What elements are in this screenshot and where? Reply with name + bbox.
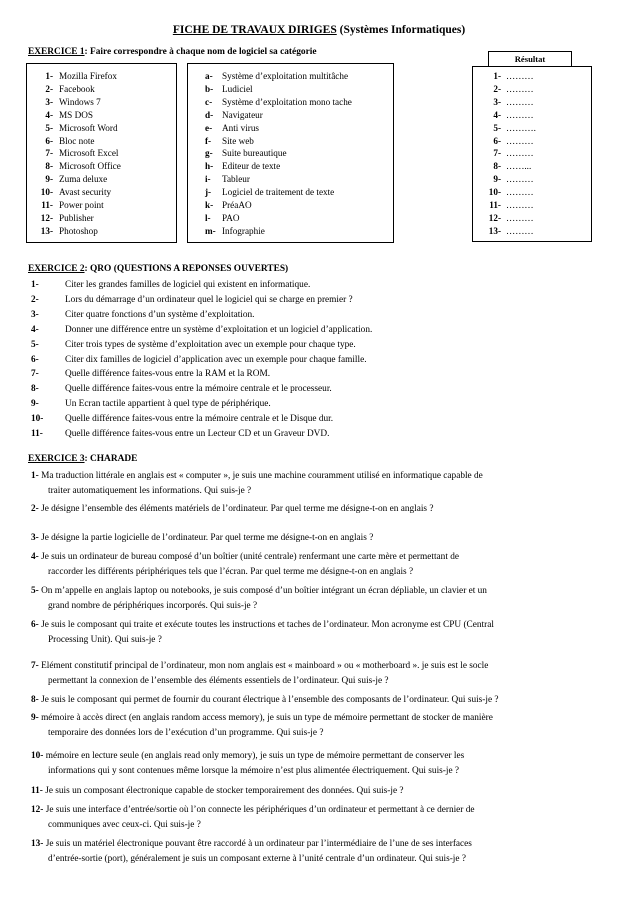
charade-line-1: Je désigne l’ensemble des éléments matériels de l’ordinateur. Par quel terme me désigne-t-on en anglais ? xyxy=(38,504,434,514)
question-item xyxy=(31,278,372,293)
software-item-number: 4- xyxy=(45,109,53,120)
question-item-number: 3- xyxy=(31,309,39,320)
software-list xyxy=(31,70,121,238)
category-item-number: a- xyxy=(205,71,213,81)
software-item-text: Windows 7 xyxy=(59,96,101,107)
question-item-text: Quelle différence faites-vous entre un Lecteur CD et un Graveur DVD. xyxy=(65,429,330,440)
software-item xyxy=(31,173,121,186)
result-item-text: ……… xyxy=(506,174,534,185)
charade-number: 9- xyxy=(31,713,39,723)
result-item-number: 13- xyxy=(488,225,501,236)
charade-item xyxy=(31,618,626,647)
ex2-label: EXERCICE 2 xyxy=(28,264,85,274)
category-item-number: i- xyxy=(205,174,211,185)
category-item-text: Suite bureautique xyxy=(222,148,287,159)
charade-number: 13- xyxy=(31,839,44,849)
category-item xyxy=(205,225,352,238)
charade-item xyxy=(31,584,626,613)
software-item xyxy=(31,147,121,160)
result-item-number: 5- xyxy=(493,122,501,133)
charade-line-1: Elément constitutif principal de l’ordinateur, mon nom anglais est « mainboard » ou « motherboard ». je suis est le socle xyxy=(38,661,489,671)
software-item-text: Publisher xyxy=(59,212,94,223)
charade-item xyxy=(31,803,626,832)
software-item-text: Photoshop xyxy=(59,225,98,236)
software-item-number: 1- xyxy=(45,71,53,81)
question-item-text: Citer quatre fonctions d’un système d’exploitation. xyxy=(65,309,255,320)
result-item xyxy=(474,186,536,199)
result-item-text: ……… xyxy=(506,225,534,236)
charade-item xyxy=(31,469,626,498)
question-item xyxy=(31,308,372,323)
category-item xyxy=(205,147,352,160)
question-item xyxy=(31,427,372,442)
category-item-text: Navigateur xyxy=(222,109,263,120)
charade-item xyxy=(31,550,626,579)
category-item-text: Système d’exploitation multitâche xyxy=(222,71,349,81)
software-item xyxy=(31,96,121,109)
ex3-title: : CHARADE xyxy=(84,454,138,464)
software-item-number: 12- xyxy=(40,212,53,223)
software-item-text: Bloc note xyxy=(59,135,95,146)
ex3-heading xyxy=(28,454,137,464)
category-item-number: k- xyxy=(205,200,214,211)
charade-number: 1- xyxy=(31,471,39,481)
result-item-number: 1- xyxy=(493,71,501,81)
question-item-number: 11- xyxy=(31,429,43,440)
charade-line-1: Je suis un ordinateur de bureau composé d’un boîtier (unité centrale) renfermant une carte mère et permettant de xyxy=(38,552,459,562)
category-item-number: e- xyxy=(205,122,213,133)
category-item xyxy=(205,212,352,225)
charade-line-1: Je suis un composant électronique capable de stocker temporairement des données. Qui suis-je ? xyxy=(42,786,404,796)
category-item-text: Anti virus xyxy=(222,122,260,133)
software-item-text: MS DOS xyxy=(59,109,93,120)
result-item xyxy=(474,173,536,186)
category-item xyxy=(205,109,352,122)
charade-line-1: Je suis un matériel électronique pouvant être raccordé à un ordinateur par l’intermédiaire de l’une de ses interfaces xyxy=(43,839,472,849)
charade-number: 7- xyxy=(31,661,39,671)
software-item-text: Avast security xyxy=(59,187,112,198)
charade-item xyxy=(31,531,626,546)
question-item xyxy=(31,397,372,412)
category-item xyxy=(205,70,352,83)
category-item-text: Infographie xyxy=(222,225,265,236)
software-item xyxy=(31,70,121,83)
question-item-number: 1- xyxy=(31,280,39,290)
question-item xyxy=(31,338,372,353)
ex1-label: EXERCICE 1 xyxy=(28,47,85,57)
question-item-text: Un Ecran tactile appartient à quel type de périphérique. xyxy=(65,399,271,410)
charade-line-1: mémoire à accès direct (en anglais random access memory), je suis un type de mémoire permettant de stocker de manière xyxy=(38,713,493,723)
question-item-number: 7- xyxy=(31,369,39,380)
question-item-number: 2- xyxy=(31,294,39,305)
charade-line-2: traiter automatiquement les informations. Qui suis-je ? xyxy=(48,485,252,496)
charade-item xyxy=(31,784,626,799)
title-sub: (Systèmes Informatiques) xyxy=(339,24,466,36)
software-item xyxy=(31,109,121,122)
charade-line-2: communiques avec ceux-ci. Qui suis-je ? xyxy=(48,819,201,830)
software-item-number: 13- xyxy=(40,225,53,236)
software-item-text: Power point xyxy=(59,200,104,211)
software-item-number: 8- xyxy=(45,161,53,172)
question-item-text: Quelle différence faites-vous entre la mémoire centrale et le Disque dur. xyxy=(65,414,334,425)
charade-line-1: mémoire en lecture seule (en anglais read only memory), je suis un type de mémoire permettant de conserver les xyxy=(43,751,465,761)
software-item-number: 11- xyxy=(41,200,53,211)
software-item-number: 9- xyxy=(45,174,53,185)
question-item-text: Donner une différence entre un système d’exploitation et un logiciel d’application. xyxy=(65,324,373,335)
result-item-text: ……… xyxy=(506,96,534,107)
charade-line-1: Je suis le composant qui traite et exécute toutes les instructions et taches de l’ordinateur. Mon acronyme est CPU (Central xyxy=(38,620,494,630)
charade-line-1: Je désigne la partie logicielle de l’ordinateur. Par quel terme me désigne-t-on en anglais ? xyxy=(38,533,374,543)
question-item-number: 8- xyxy=(31,384,39,395)
category-item-text: PréaAO xyxy=(222,200,252,211)
software-item xyxy=(31,212,121,225)
software-item xyxy=(31,186,121,199)
question-item-number: 10- xyxy=(31,414,44,425)
question-item-number: 5- xyxy=(31,339,39,350)
question-item xyxy=(31,367,372,382)
category-list xyxy=(205,70,352,238)
category-item-number: c- xyxy=(205,96,213,107)
result-item-number: 7- xyxy=(493,148,501,159)
software-item-text: Microsoft Office xyxy=(59,161,121,172)
software-item xyxy=(31,122,121,135)
software-item-text: Microsoft Excel xyxy=(59,148,119,159)
category-item-text: Système d’exploitation mono tache xyxy=(222,96,352,107)
result-item-text: ……… xyxy=(506,135,534,146)
software-item xyxy=(31,135,121,148)
charade-number: 2- xyxy=(31,504,39,514)
question-item-text: Lors du démarrage d’un ordinateur quel le logiciel qui se charge en premier ? xyxy=(65,294,353,305)
question-item-text: Quelle différence faites-vous entre la mémoire centrale et le processeur. xyxy=(65,384,332,395)
ex1-heading xyxy=(28,47,317,57)
result-item-number: 2- xyxy=(493,83,501,94)
software-item-number: 6- xyxy=(45,135,53,146)
charade-line-1: On m’appelle en anglais laptop ou notebooks, je suis composé d’un boîtier intégrant un écran dépliable, un clavier et un xyxy=(38,586,487,596)
ex3-label: EXERCICE 3 xyxy=(28,454,85,464)
category-item xyxy=(205,96,352,109)
result-item xyxy=(474,147,536,160)
category-item-number: d- xyxy=(205,109,214,120)
result-item-text: ……… xyxy=(506,109,534,120)
category-item-text: PAO xyxy=(222,212,240,223)
charade-line-2: permettant la connexion de l’ensemble des éléments essentiels de l’ordinateur. Qui suis-je ? xyxy=(48,675,389,686)
software-item xyxy=(31,225,121,238)
question-item xyxy=(31,412,372,427)
result-item-number: 12- xyxy=(488,212,501,223)
question-item-text: Citer trois types de système d’exploitation avec un exemple pour chaque type. xyxy=(65,339,356,350)
software-item-text: Microsoft Word xyxy=(59,122,118,133)
ex2-heading xyxy=(28,264,288,274)
result-item xyxy=(474,122,536,135)
category-item-number: b- xyxy=(205,83,214,94)
software-item-number: 2- xyxy=(45,83,53,94)
software-item-number: 7- xyxy=(45,148,53,159)
title-main: FICHE DE TRAVAUX DIRIGES xyxy=(172,24,337,36)
charade-line-2: Processing Unit). Qui suis-je ? xyxy=(48,634,162,645)
question-item xyxy=(31,353,372,368)
result-item-text: ……… xyxy=(506,187,534,198)
page-title xyxy=(0,24,638,36)
software-item xyxy=(31,160,121,173)
result-item-number: 4- xyxy=(493,109,501,120)
result-item-number: 9- xyxy=(493,174,501,185)
charade-line-2: temporaire des données lors de l’exécution d’un programme. Qui suis-je ? xyxy=(48,727,324,738)
question-item-text: Citer les grandes familles de logiciel qui existent en informatique. xyxy=(65,280,311,290)
result-item-text: ……… xyxy=(506,71,534,81)
result-item xyxy=(474,70,536,83)
charade-number: 3- xyxy=(31,533,39,543)
result-item xyxy=(474,212,536,225)
category-item-number: m- xyxy=(205,225,216,236)
result-item-number: 8- xyxy=(493,161,501,172)
charade-number: 11- xyxy=(31,786,43,796)
result-item-number: 10- xyxy=(488,187,501,198)
category-item xyxy=(205,135,352,148)
charade-item xyxy=(31,711,626,740)
category-item-text: Ludiciel xyxy=(222,83,253,94)
result-item xyxy=(474,199,536,212)
result-item-number: 11- xyxy=(489,200,501,211)
software-item xyxy=(31,199,121,212)
category-item-number: g- xyxy=(205,148,213,159)
result-item xyxy=(474,109,536,122)
ex2-question-list xyxy=(31,278,372,442)
question-item xyxy=(31,382,372,397)
software-item-text: Zuma deluxe xyxy=(59,174,108,185)
category-item-text: Tableur xyxy=(222,174,250,185)
software-item-text: Mozilla Firefox xyxy=(59,71,117,81)
question-item-text: Quelle différence faites-vous entre la RAM et la ROM. xyxy=(65,369,271,380)
result-item xyxy=(474,225,536,238)
charade-line-1: Ma traduction littérale en anglais est « computer », je suis une machine couramment utilisé en informatique capable de xyxy=(38,471,483,481)
result-item-text: ………. xyxy=(506,122,536,133)
category-item xyxy=(205,83,352,96)
question-item-text: Citer dix familles de logiciel d’application avec un exemple pour chaque famille. xyxy=(65,354,367,365)
question-item-number: 6- xyxy=(31,354,39,365)
result-item-text: ……... xyxy=(506,161,532,172)
result-list xyxy=(474,70,536,238)
software-item-number: 5- xyxy=(45,122,53,133)
question-item xyxy=(31,323,372,338)
category-item-number: f- xyxy=(205,135,212,146)
result-item-number: 3- xyxy=(493,96,501,107)
charade-number: 10- xyxy=(31,751,44,761)
charade-line-2: informations qui y sont contenues même lorsque la mémoire n’est plus alimentée électriquement. Qui suis-je ? xyxy=(48,765,460,776)
charade-item xyxy=(31,693,626,708)
charade-line-2: raccorder les différents périphériques tels que l’écran. Par quel terme me désigne-t-on en anglais ? xyxy=(48,566,414,577)
charade-item xyxy=(31,749,626,778)
charade-line-1: Je suis le composant qui permet de fournir du courant électrique à l’ensemble des composants de l’ordinateur. Qui suis-je ? xyxy=(38,695,499,705)
ex1-instruction: : Faire correspondre à chaque nom de logiciel sa catégorie xyxy=(84,47,317,57)
category-item-number: l- xyxy=(205,212,211,223)
charade-number: 8- xyxy=(31,695,39,705)
question-item-number: 9- xyxy=(31,399,39,410)
category-item-number: h- xyxy=(205,161,214,172)
result-item xyxy=(474,83,536,96)
charade-line-2: d’entrée-sortie (port), généralement je suis un composant externe à l’unité centrale d’un ordinateur. Qui suis-je ? xyxy=(48,853,466,864)
result-item xyxy=(474,135,536,148)
result-item-text: ……… xyxy=(506,148,534,159)
ex2-title: : QRO (QUESTIONS A REPONSES OUVERTES) xyxy=(84,264,289,274)
category-item xyxy=(205,186,352,199)
category-item xyxy=(205,122,352,135)
result-item-number: 6- xyxy=(493,135,501,146)
result-label: Résultat xyxy=(488,51,572,67)
software-item xyxy=(31,83,121,96)
charade-item xyxy=(31,659,626,688)
question-item xyxy=(31,293,372,308)
category-item-text: Editeur de texte xyxy=(222,161,281,172)
result-item xyxy=(474,160,536,173)
charade-line-1: Je suis une interface d’entrée/sortie où l’on connecte les périphériques d’un ordinateur et permettant à ce dernier de xyxy=(43,805,475,815)
charade-line-2: grand nombre de périphériques incorporés. Qui suis-je ? xyxy=(48,600,258,611)
charade-item xyxy=(31,502,626,517)
result-item-text: ……… xyxy=(506,212,534,223)
category-item-text: Logiciel de traitement de texte xyxy=(222,187,335,198)
category-item-number: j- xyxy=(205,187,212,198)
result-item-text: ……… xyxy=(506,83,534,94)
charade-number: 4- xyxy=(31,552,39,562)
result-item-text: ……… xyxy=(506,200,534,211)
result-item xyxy=(474,96,536,109)
software-item-text: Facebook xyxy=(59,83,95,94)
category-item xyxy=(205,173,352,186)
software-item-number: 10- xyxy=(40,187,53,198)
charade-item xyxy=(31,837,626,866)
category-item xyxy=(205,160,352,173)
category-item xyxy=(205,199,352,212)
question-item-number: 4- xyxy=(31,324,39,335)
software-item-number: 3- xyxy=(45,96,53,107)
charade-number: 5- xyxy=(31,586,39,596)
category-item-text: Site web xyxy=(222,135,254,146)
charade-number: 6- xyxy=(31,620,39,630)
charade-number: 12- xyxy=(31,805,44,815)
